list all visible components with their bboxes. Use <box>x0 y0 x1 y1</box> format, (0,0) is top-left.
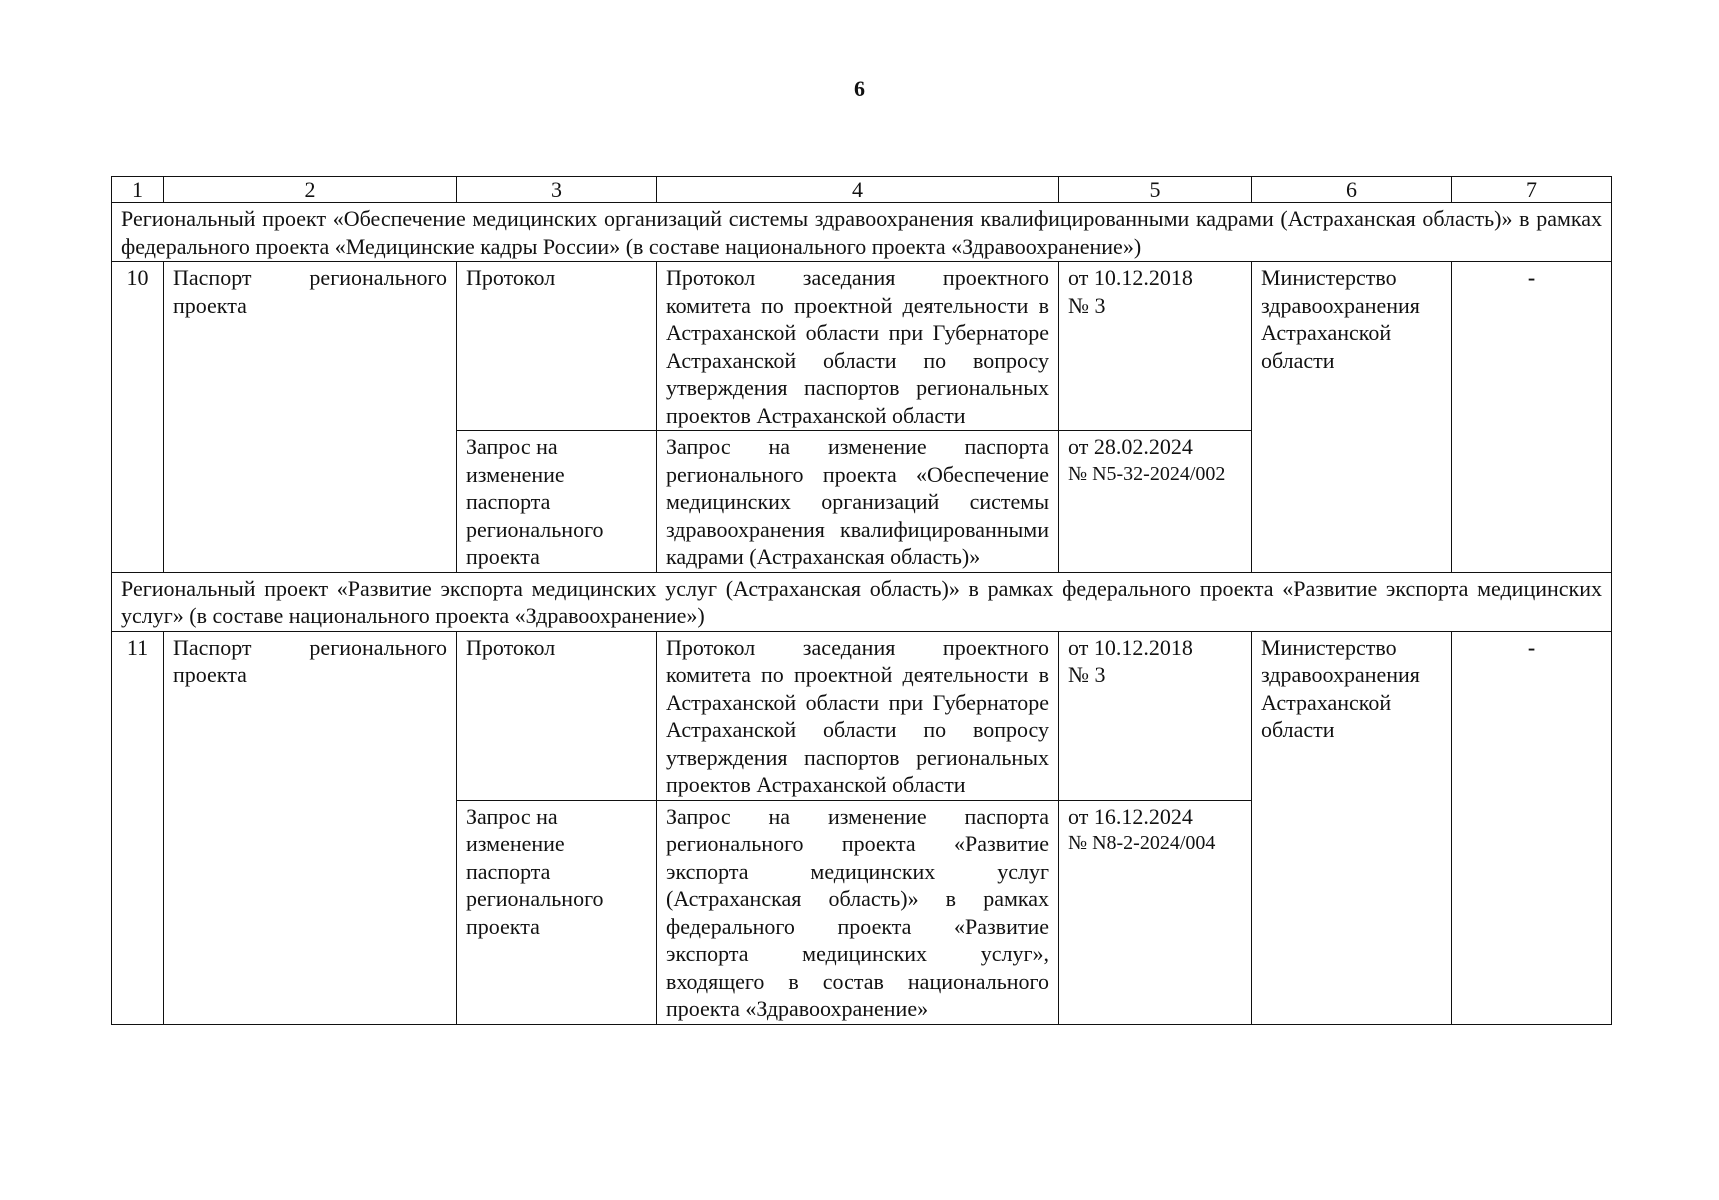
column-number-cell: 3 <box>457 177 657 203</box>
document-date: от 10.12.2018 <box>1068 634 1193 660</box>
document-date: от 16.12.2024 <box>1068 803 1193 829</box>
column-number-cell: 5 <box>1059 177 1252 203</box>
table-row <box>112 262 1612 431</box>
document-name: Паспорт регионального проекта <box>164 631 457 1024</box>
document-type: Протокол <box>457 262 657 431</box>
document-number: № N8-2-2024/004 <box>1068 832 1216 854</box>
document-date-number <box>1059 631 1252 800</box>
document-table <box>111 176 1612 1025</box>
document-number: № N5-32-2024/002 <box>1068 462 1226 485</box>
note: - <box>1452 631 1612 1024</box>
column-number-cell: 1 <box>112 177 164 203</box>
column-number-cell: 4 <box>657 177 1059 203</box>
document-name: Паспорт регионального проекта <box>164 262 457 573</box>
document-type: Запрос на изменение паспорта регионального проекта <box>457 800 657 1024</box>
column-number-cell: 7 <box>1452 177 1612 203</box>
document-number: № 3 <box>1068 662 1106 687</box>
section-title-row <box>112 203 1612 262</box>
document-date-number <box>1059 262 1252 431</box>
document-description: Запрос на изменение паспорта регионального проекта «Развитие экспорта медицинских услуг (Астраханская область)» в рамках федерального проекта «Развитие экспорта медицинских услуг», входящего в состав национального проекта «Здравоохранение» <box>657 800 1059 1024</box>
document-date: от 28.02.2024 <box>1068 434 1193 459</box>
section-title: Региональный проект «Обеспечение медицинских организаций системы здравоохранения квалифицированными кадрами (Астраханская область)» в рамках федерального проекта «Медицинские кадры России» (в составе национального проекта «Здравоохранение») <box>112 203 1612 262</box>
document-type: Запрос на изменение паспорта регионального проекта <box>457 431 657 573</box>
document-date-number <box>1059 431 1252 573</box>
responsible-organization: Министерство здравоохранения Астраханской области <box>1252 631 1452 1024</box>
document-type: Протокол <box>457 631 657 800</box>
document-description: Протокол заседания проектного комитета по проектной деятельности в Астраханской области при Губернаторе Астраханской области по вопросу утверждения паспортов региональных проектов Астраханской области <box>657 262 1059 431</box>
table-row <box>112 631 1612 800</box>
row-number: 11 <box>112 631 164 1024</box>
document-description: Запрос на изменение паспорта регионального проекта «Обеспечение медицинских организаций системы здравоохранения квалифицированными кадрами (Астраханская область)» <box>657 431 1059 573</box>
page-number: 6 <box>854 76 865 101</box>
column-number-cell: 6 <box>1252 177 1452 203</box>
document-date-number <box>1059 800 1252 1024</box>
column-number-cell: 2 <box>164 177 457 203</box>
section-title-row <box>112 572 1612 631</box>
document-number: № 3 <box>1068 292 1106 318</box>
section-title: Региональный проект «Развитие экспорта медицинских услуг (Астраханская область)» в рамках федерального проекта «Развитие экспорта медицинских услуг» (в составе национального проекта «Здравоохранение») <box>112 572 1612 631</box>
responsible-organization: Министерство здравоохранения Астраханской области <box>1252 262 1452 573</box>
column-number-row <box>112 177 1612 203</box>
note: - <box>1452 262 1612 573</box>
row-number: 10 <box>112 262 164 573</box>
document-date: от 10.12.2018 <box>1068 265 1193 290</box>
document-description: Протокол заседания проектного комитета по проектной деятельности в Астраханской области при Губернаторе Астраханской области по вопросу утверждения паспортов региональных проектов Астраханской области <box>657 631 1059 800</box>
